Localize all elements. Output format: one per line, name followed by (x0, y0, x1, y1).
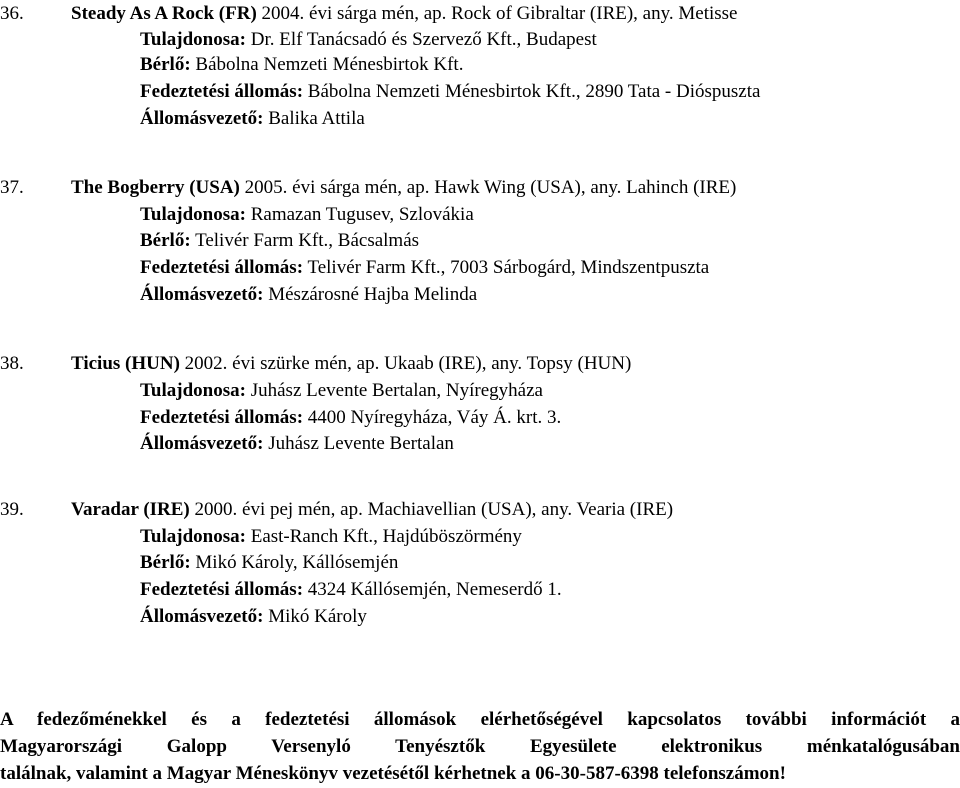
row-value: Telivér Farm Kft., Bácsalmás (190, 230, 420, 251)
manager-row (140, 107, 365, 131)
entry-number: 39. (0, 499, 24, 520)
owner-row (140, 203, 474, 227)
row-value: Mikó Károly (263, 606, 367, 627)
entry-number: 36. (0, 3, 24, 24)
manager-row (140, 605, 367, 629)
row-label: Bérlő: (140, 552, 191, 573)
row-value: Dr. Elf Tanácsadó és Szervező Kft., Budapest (245, 29, 597, 50)
row-value: 4400 Nyíregyháza, Váy Á. krt. 3. (303, 407, 562, 428)
row-value: Bábolna Nemzeti Ménesbirtok Kft., 2890 Tata - Dióspuszta (303, 81, 761, 102)
row-label: Fedeztetési állomás: (140, 579, 304, 600)
owner-row (140, 525, 522, 549)
row-label: Fedeztetési állomás: (140, 81, 304, 102)
horse-name: Steady As A Rock (FR) (71, 3, 257, 24)
entry-header (0, 176, 736, 200)
entry-number: 37. (0, 177, 24, 198)
horse-description: 2004. évi sárga mén, ap. Rock of Gibraltar (IRE), any. Metisse (256, 3, 738, 24)
footer-line-2: Magyarországi Galopp Versenyló Tenyésztők Egyesülete elektronikus ménkatalógusában (0, 736, 960, 757)
footer-line-3: találnak, valamint a Magyar Méneskönyv vezetésétől kérhetnek a 06-30-587-6398 telefonszámon! (0, 763, 786, 784)
row-label: Tulajdonosa: (140, 204, 246, 225)
entry-header (0, 352, 631, 376)
row-value: 4324 Kállósemjén, Nemeserdő 1. (303, 579, 562, 600)
row-label: Állomásvezető: (140, 606, 264, 627)
owner-row (140, 379, 543, 403)
row-value: Juhász Levente Bertalan, Nyíregyháza (245, 380, 543, 401)
horse-description: 2000. évi pej mén, ap. Machiavellian (USA), any. Vearia (IRE) (189, 499, 674, 520)
row-label: Állomásvezető: (140, 433, 264, 454)
row-label: Tulajdonosa: (140, 29, 246, 50)
row-label: Bérlő: (140, 54, 191, 75)
station-row (140, 80, 760, 104)
lessee-row (140, 53, 463, 77)
lessee-row (140, 551, 398, 575)
row-label: Tulajdonosa: (140, 526, 246, 547)
row-value: Mészárosné Hajba Melinda (263, 284, 478, 305)
horse-name: The Bogberry (USA) (71, 177, 240, 198)
entry-header (0, 2, 737, 26)
owner-row (140, 28, 597, 52)
row-value: Juhász Levente Bertalan (263, 433, 454, 454)
footer-line-1: A fedezőménekkel és a fedeztetési állomások elérhetőségével kapcsolatos további információt a (0, 709, 960, 730)
horse-name: Ticius (HUN) (71, 353, 180, 374)
row-value: Ramazan Tugusev, Szlovákia (245, 204, 474, 225)
horse-description: 2005. évi sárga mén, ap. Hawk Wing (USA), any. Lahinch (IRE) (239, 177, 737, 198)
manager-row (140, 432, 454, 456)
station-row (140, 578, 562, 602)
footer-note (0, 706, 960, 787)
row-value: Bábolna Nemzeti Ménesbirtok Kft. (190, 54, 464, 75)
row-label: Fedeztetési állomás: (140, 257, 304, 278)
lessee-row (140, 229, 419, 253)
horse-description: 2002. évi szürke mén, ap. Ukaab (IRE), any. Topsy (HUN) (179, 353, 632, 374)
row-value: Balika Attila (263, 108, 365, 129)
row-label: Bérlő: (140, 230, 191, 251)
row-label: Fedeztetési állomás: (140, 407, 304, 428)
row-value: East-Ranch Kft., Hajdúböszörmény (245, 526, 522, 547)
row-value: Mikó Károly, Kállósemjén (190, 552, 399, 573)
entry-number: 38. (0, 353, 24, 374)
station-row (140, 406, 561, 430)
manager-row (140, 283, 477, 307)
row-label: Tulajdonosa: (140, 380, 246, 401)
entry-header (0, 498, 673, 522)
row-label: Állomásvezető: (140, 108, 264, 129)
row-label: Állomásvezető: (140, 284, 264, 305)
horse-name: Varadar (IRE) (71, 499, 190, 520)
row-value: Telivér Farm Kft., 7003 Sárbogárd, Mindszentpuszta (303, 257, 710, 278)
station-row (140, 256, 709, 280)
